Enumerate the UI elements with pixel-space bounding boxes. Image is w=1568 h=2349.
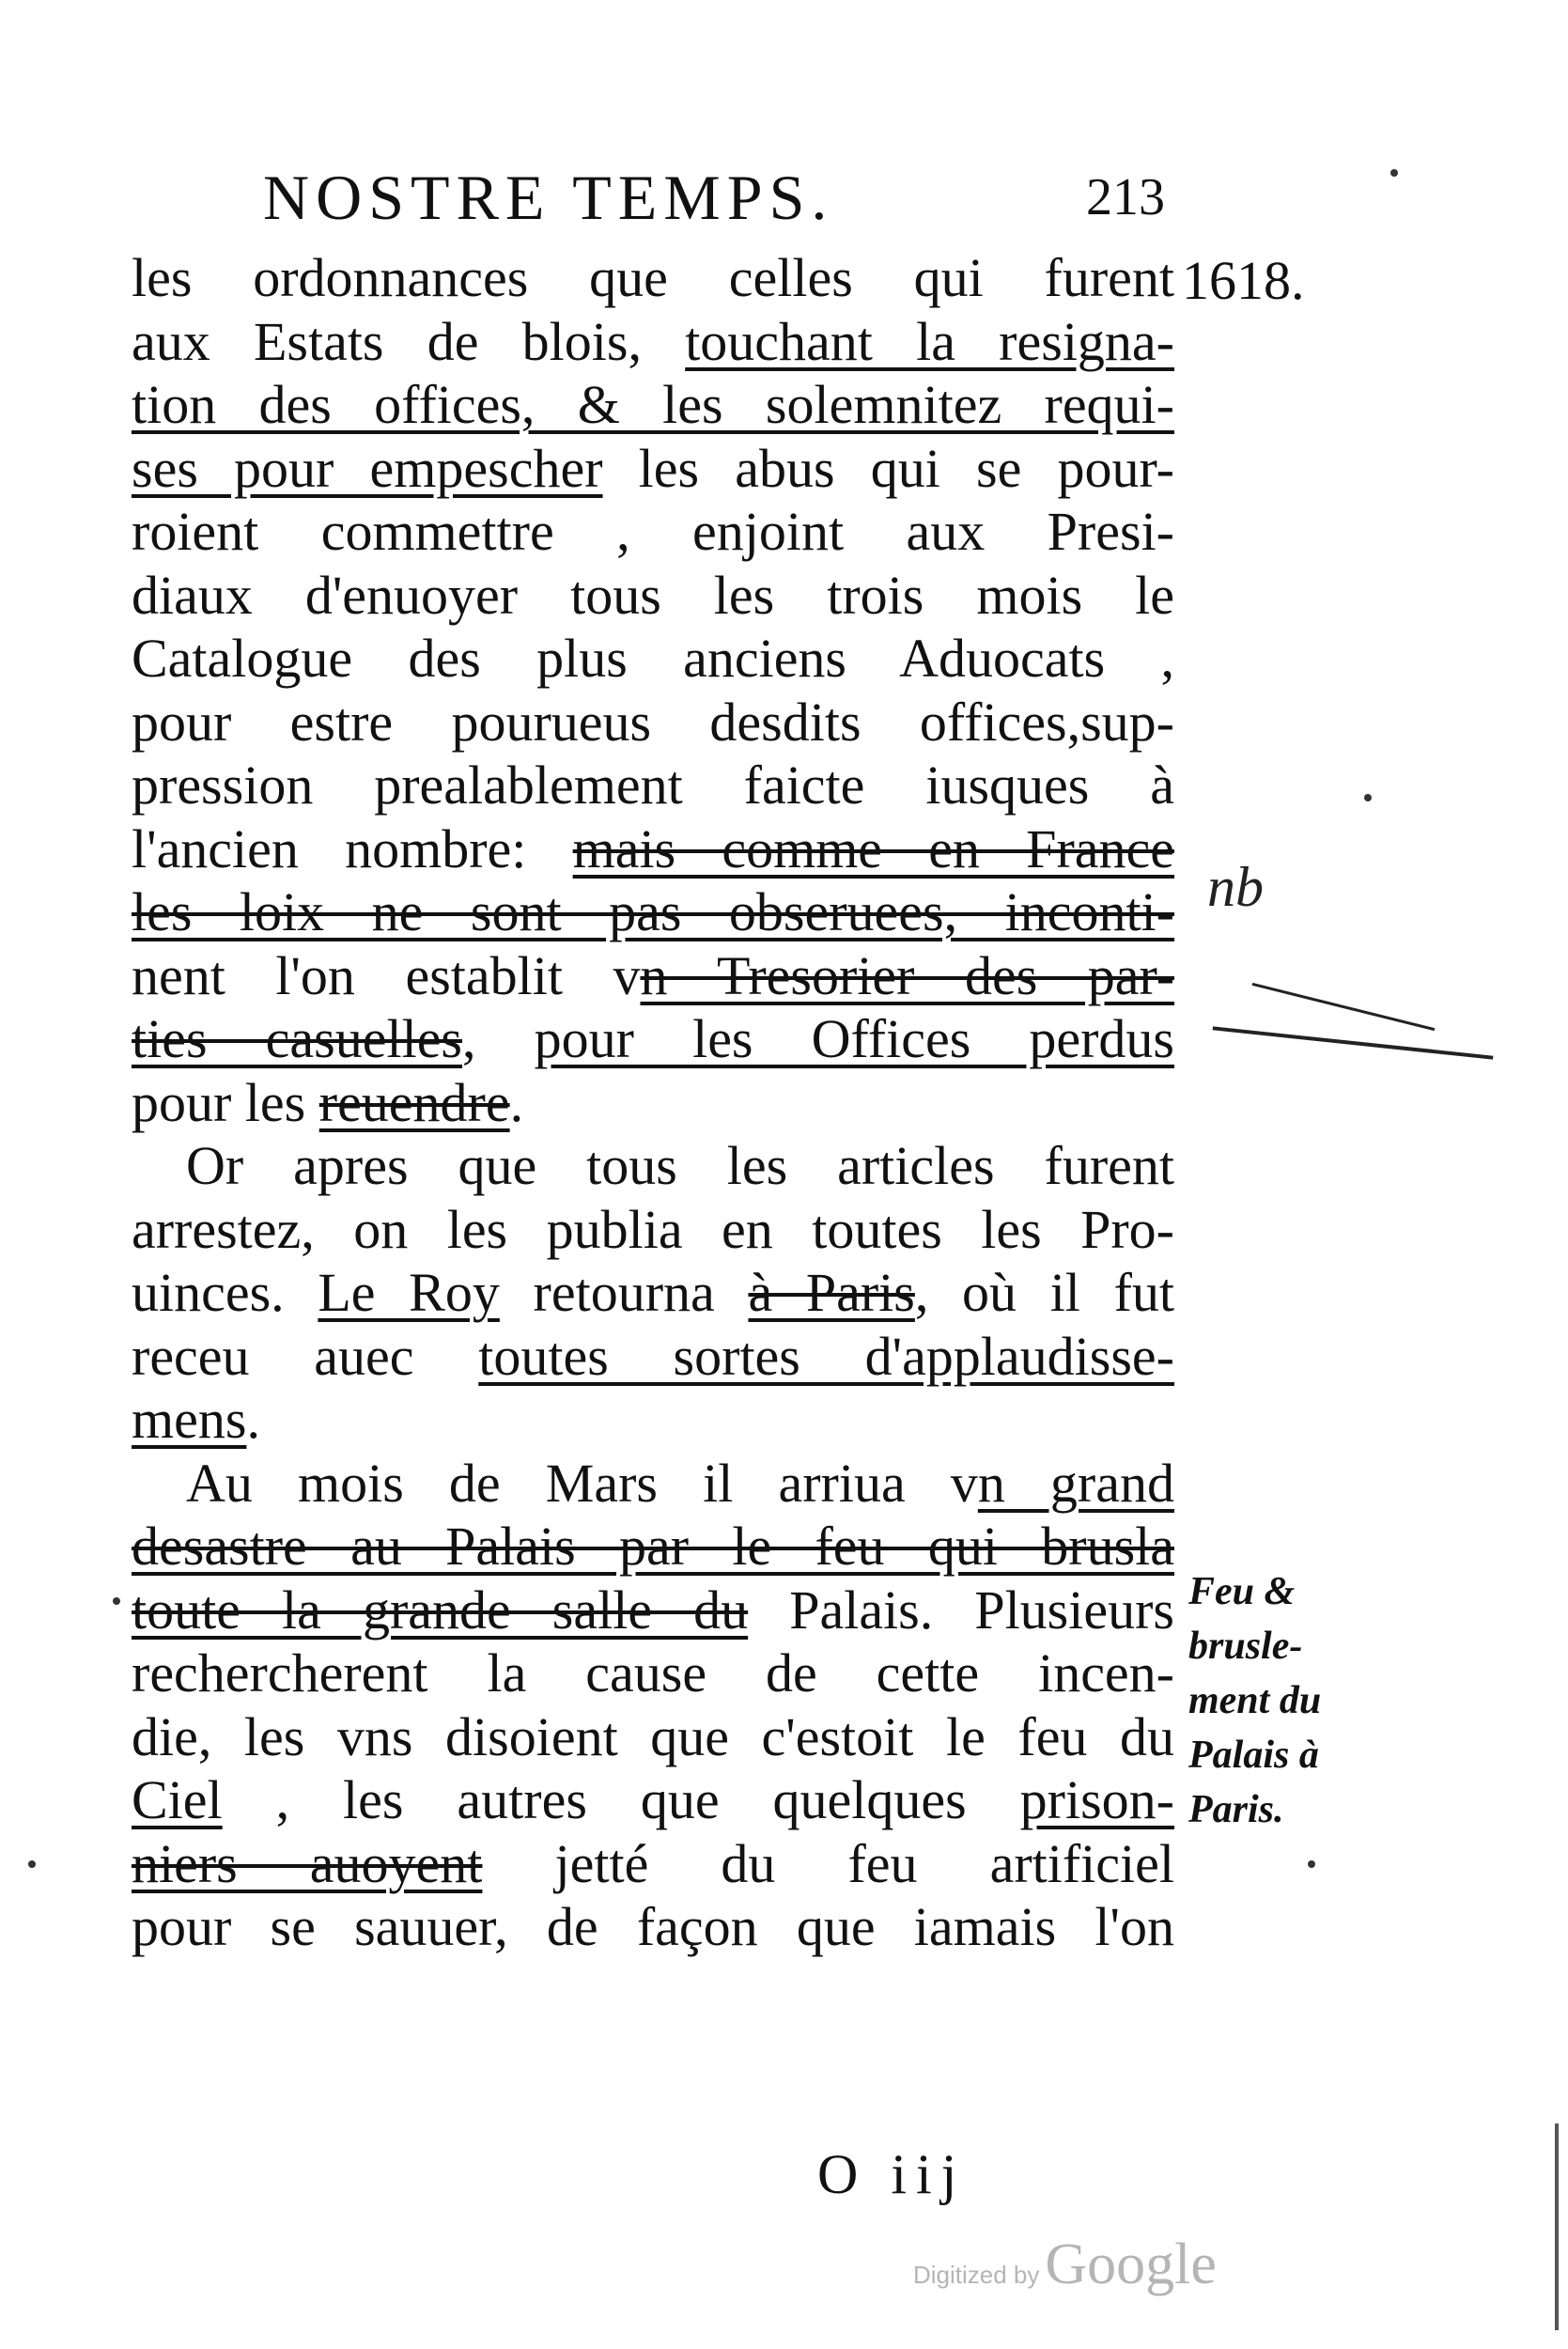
text-segment: tion des offices, & les solemnitez requi- (132, 374, 1174, 435)
text-line (132, 1832, 1174, 1896)
text-segment: Au mois de Mars il arriua v (186, 1452, 978, 1514)
text-segment: l'ancien nombre: (132, 817, 573, 879)
margin-ink-stroke-2 (1252, 983, 1436, 1031)
page-header (263, 160, 1165, 235)
text-segment: , les autres que quelques (222, 1769, 1020, 1830)
text-line (132, 1768, 1174, 1832)
text-line (132, 1452, 1174, 1516)
text-segment: pression prealablement faicte iusques à (132, 754, 1174, 816)
margin-speck (113, 1597, 120, 1605)
text-line (132, 1579, 1174, 1642)
margin-ink-stroke (1213, 1026, 1494, 1059)
text-segment: , (462, 1008, 535, 1069)
text-segment: . (509, 1071, 524, 1133)
page-number: 213 (1086, 168, 1165, 226)
text-line (132, 944, 1174, 1008)
text-line (132, 880, 1174, 944)
margin-speck (1364, 794, 1372, 801)
text-segment: . (246, 1389, 260, 1450)
text-segment: reuendre (318, 1071, 510, 1133)
side-note-line: brusle- (1188, 1625, 1303, 1668)
margin-annotation-nb: nb (1207, 856, 1264, 918)
text-segment: Le Roy (318, 1262, 500, 1323)
text-line (132, 1325, 1174, 1389)
text-segment: diaux d'enuoyer tous les trois mois le (132, 564, 1174, 626)
text-segment: aux Estats de blois, (132, 310, 686, 372)
text-line (132, 817, 1174, 881)
side-note-line: Paris. (1188, 1788, 1284, 1831)
text-segment: die, les vns disoient que c'estoit le feu du (132, 1705, 1174, 1767)
text-segment: rechercherent la cause de cette incen- (132, 1642, 1174, 1703)
text-line (132, 1261, 1174, 1325)
text-line (132, 373, 1174, 437)
text-segment: pour estre pourueus desdits offices,sup- (132, 691, 1174, 753)
text-segment: pour les Offices perdus (534, 1008, 1175, 1069)
text-segment: Catalogue des plus anciens Aduocats , (132, 628, 1174, 689)
text-segment: Or apres que tous les articles furent (186, 1135, 1174, 1196)
text-segment: jetté du feu artificiel (482, 1832, 1175, 1894)
text-segment: Palais. Plusieurs (748, 1579, 1174, 1641)
text-segment: ties casuelles (132, 1008, 463, 1069)
watermark-prefix: Digitized by (913, 2261, 1040, 2289)
text-line (132, 1515, 1174, 1579)
text-line (132, 246, 1174, 310)
margin-speck (1390, 169, 1398, 177)
digitized-watermark (913, 2232, 1217, 2298)
text-segment: les loix ne sont pas obseruees, inconti- (132, 881, 1174, 942)
page-edge-rule (1555, 2123, 1559, 2330)
side-note-line: ment du (1188, 1679, 1322, 1722)
text-segment: retourna (499, 1262, 749, 1323)
margin-year: 1618. (1182, 250, 1305, 311)
side-note-line: Palais à (1188, 1734, 1319, 1777)
text-line (132, 1198, 1174, 1262)
text-line (132, 564, 1174, 628)
text-segment: pour se sauuer, de façon que iamais l'on (132, 1896, 1174, 1957)
text-segment: , où il fut (914, 1262, 1175, 1323)
watermark-brand: Google (1045, 2232, 1217, 2296)
signature-mark: O iij (817, 2143, 967, 2205)
text-segment: les ordonnances que celles qui furent (132, 247, 1174, 308)
text-line (132, 1134, 1174, 1198)
text-segment: Ciel (132, 1769, 223, 1830)
text-segment: desastre au Palais par le feu qui brusla (132, 1516, 1174, 1577)
text-segment: roient commettre , enjoint aux Presi- (132, 501, 1174, 562)
margin-speck (1308, 1860, 1315, 1868)
text-segment: toutes sortes d'applaudisse- (478, 1325, 1174, 1387)
text-segment: receu auec (132, 1325, 479, 1387)
text-line (132, 627, 1174, 691)
text-line (132, 1007, 1174, 1071)
text-line (132, 310, 1174, 374)
text-segment: toute la grande salle du (132, 1579, 749, 1641)
text-line (132, 1641, 1174, 1705)
text-segment: ses pour empescher (132, 437, 603, 499)
text-segment: à Paris (748, 1262, 915, 1323)
running-title: NOSTRE TEMPS. (263, 162, 834, 233)
text-line (132, 437, 1174, 501)
text-segment: arrestez, on les publia en toutes les Pro- (132, 1198, 1174, 1260)
body-text (132, 246, 1174, 1959)
text-line (132, 1895, 1174, 1959)
text-line (132, 1388, 1174, 1452)
text-segment: n grand (977, 1452, 1174, 1514)
text-line (132, 691, 1174, 754)
text-segment: mens (132, 1389, 247, 1450)
text-line (132, 754, 1174, 817)
text-segment: les abus qui se pour- (602, 437, 1174, 499)
margin-side-note (1188, 1564, 1348, 1837)
text-segment: touchant la resigna- (685, 310, 1174, 372)
text-segment: mais comme en France (572, 817, 1174, 879)
text-line (132, 500, 1174, 564)
text-segment: prison- (1019, 1769, 1174, 1830)
text-segment: pour les (132, 1071, 319, 1133)
text-segment: niers auoyent (132, 1832, 483, 1894)
margin-speck (28, 1860, 36, 1868)
text-segment: nent l'on establit v (132, 944, 641, 1006)
text-line (132, 1705, 1174, 1769)
side-note-line: Feu & (1188, 1570, 1296, 1613)
text-segment: uinces. (132, 1262, 318, 1323)
text-segment: n Tresorier des par- (640, 944, 1175, 1006)
text-line (132, 1071, 1174, 1135)
